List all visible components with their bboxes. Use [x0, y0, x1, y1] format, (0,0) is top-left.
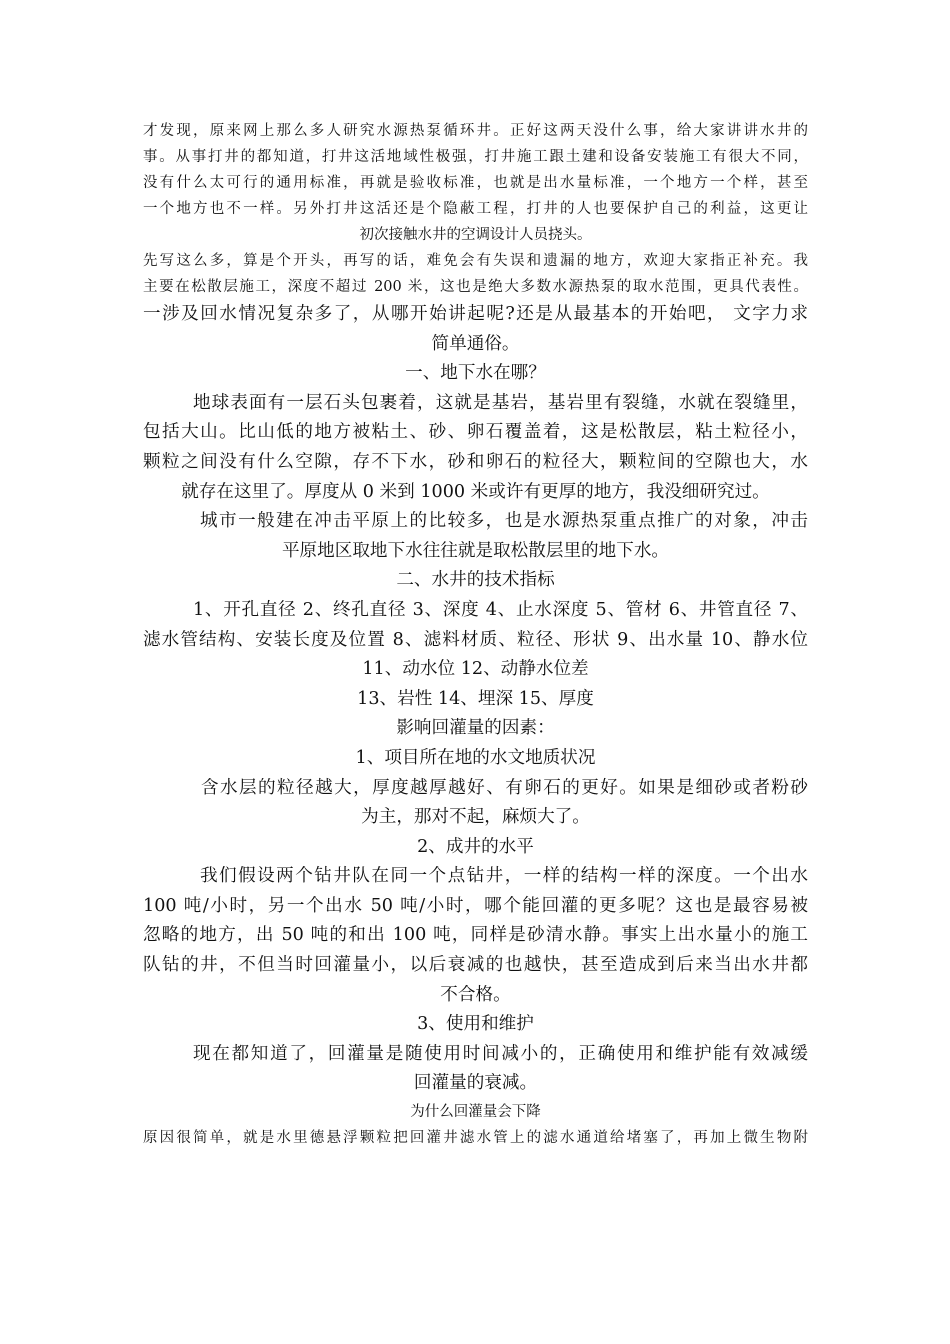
- text-line: 一个地方也不一样。另外打井这活还是个隐蔽工程，打井的人也要保护自己的利益，这更让: [143, 201, 808, 217]
- text-line: 颗粒之间没有什么空隙，存不下水，砂和卵石的粒径大，颗粒间的空隙也大，水: [143, 451, 808, 472]
- text-line: 一、地下水在哪？: [405, 363, 546, 384]
- text-line: 为主，那对不起，麻烦大了。: [361, 807, 590, 828]
- text-line: 没有什么太可行的通用标准，再就是验收标准，也就是出水量标准，一个地方一个样，甚至: [143, 175, 808, 191]
- text-line: 11、动水位 12、动静水位差: [362, 659, 589, 680]
- text-line: 含水层的粒径越大，厚度越厚越好、有卵石的更好。如果是细砂或者粉砂: [201, 777, 808, 798]
- text-line: 初次接触水井的空调设计人员挠头。: [359, 227, 592, 243]
- text-line: 城市一般建在冲击平原上的比较多，也是水源热泵重点推广的对象，冲击: [200, 511, 808, 532]
- text-line: 2、成井的水平: [417, 836, 534, 857]
- text-line: 主要在松散层施工，深度不超过 200 米，这也是绝大多数水源热泵的取水范围，更具代表性。: [143, 279, 808, 295]
- text-line: 3、使用和维护: [417, 1014, 534, 1035]
- text-line: 队钻的井，不但当时回灌量小，以后衰减的也越快，甚至造成到后来当出水井都: [143, 955, 808, 976]
- text-line: 影响回灌量的因素：: [396, 718, 555, 739]
- text-line: 现在都知道了，回灌量是随使用时间减小的，正确使用和维护能有效减缓: [193, 1043, 808, 1064]
- text-line: 不合格。: [440, 984, 511, 1005]
- document-page: [143, 118, 808, 1151]
- text-line: 才发现，原来网上那么多人研究水源热泵循环井。正好这两天没什么事，给大家讲讲水井的: [143, 123, 808, 139]
- text-line: 100 吨/小时，另一个出水 50 吨/小时，哪个能回灌的更多呢？这也是最容易被: [143, 895, 808, 916]
- text-line: 平原地区取地下水往往就是取松散层里的地下水。: [281, 540, 670, 561]
- text-line: 就存在这里了。厚度从 0 米到 1000 米或许有更厚的地方，我没细研究过。: [181, 481, 770, 502]
- text-line: 回灌量的衰减。: [413, 1073, 538, 1094]
- text-line: 我们假设两个钻井队在同一个点钻井，一样的结构一样的深度。一个出水: [200, 866, 808, 887]
- text-line: 1、项目所在地的水文地质状况: [355, 747, 596, 768]
- text-line: 原因很简单，就是水里德悬浮颗粒把回灌井滤水管上的滤水通道给堵塞了，再加上微生物附: [143, 1130, 808, 1147]
- text-line: 1、开孔直径 2、终孔直径 3、深度 4、止水深度 5、管材 6、井管直径 7、: [193, 599, 808, 620]
- text-line: 13、岩性 14、埋深 15、厚度: [357, 688, 594, 709]
- text-line: 二、水井的技术指标: [396, 570, 555, 591]
- text-line: 包括大山。比山低的地方被粘土、砂、卵石覆盖着，这是松散层，粘土粒径小，: [143, 422, 808, 443]
- text-line: 滤水管结构、安装长度及位置 8、滤料材质、粒径、形状 9、出水量 10、静水位: [143, 629, 808, 650]
- text-line: 简单通俗。: [431, 333, 520, 354]
- text-line: 忽略的地方，出 50 吨的和出 100 吨，同样是砂清水静。事实上出水量小的施工: [143, 925, 808, 946]
- text-line: 一涉及回水情况复杂多了，从哪开始讲起呢?还是从最基本的开始吧， 文字力求: [143, 304, 808, 324]
- text-line: 事。从事打井的都知道，打井这活地域性极强，打井施工跟土建和设备安装施工有很大不同，: [143, 149, 808, 165]
- text-line: 地球表面有一层石头包裹着，这就是基岩，基岩里有裂缝，水就在裂缝里，: [193, 392, 808, 413]
- text-line: 先写这么多，算是个开头，再写的话，难免会有失误和遗漏的地方，欢迎大家指正补充。我: [143, 253, 808, 269]
- text-line: 为什么回灌量会下降: [410, 1104, 541, 1121]
